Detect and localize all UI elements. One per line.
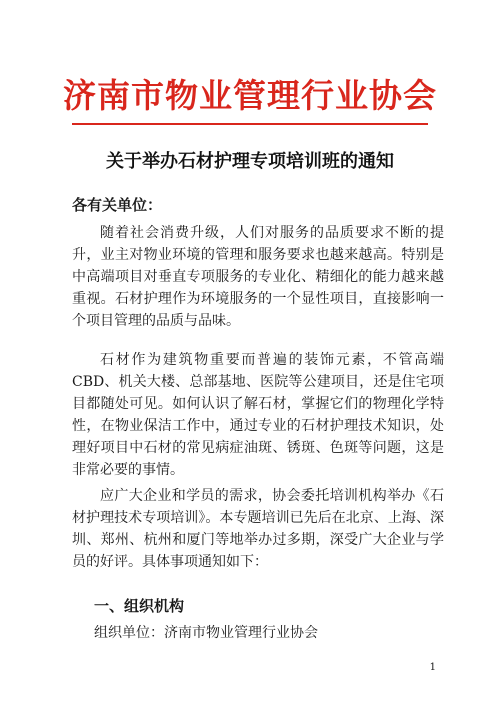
salutation: 各有关单位： (72, 196, 163, 214)
header-divider (72, 123, 428, 125)
body-paragraph-1: 随着社会消费升级，人们对服务的品质要求不断的提升，业主对物业环境的管理和服务要求也越来越高。特别是中高端项目对垂直专项服务的专业化、精细化的能力越来越重视。石材护理作为环境服务的一个显性项目，直接影响一个项目管理的品质与品味。 (72, 225, 444, 329)
notice-title: 关于举办石材护理专项培训班的通知 (106, 151, 394, 172)
organization-title: 济南市物业管理行业协会 (63, 76, 437, 115)
organizing-unit-line: 组织单位：济南市物业管理行业协会 (94, 625, 318, 641)
page-number: 1 (429, 662, 436, 673)
body-paragraph-3: 应广大企业和学员的需求，协会委托培训机构举办《石材护理技术专项培训》。本专题培训已先后在北京、上海、深圳、郑州、杭州和厦门等地举办过多期，深受广大企业与学员的好评。具体事项通知如下： (72, 488, 444, 570)
section-heading-organization: 一、组织机构 (94, 597, 185, 615)
body-paragraph-2: 石材作为建筑物重要而普遍的装饰元素，不管高端CBD、机关大楼、总部基地、医院等公建项目，还是住宅项目都随处可见。如何认识了解石材，掌握它们的物理化学特性，在物业保洁工作中，通过专业的石材护理技术知识，处理好项目中石材的常见病症油斑、锈斑、色斑等问题，这是非常必要的事情。 (72, 352, 444, 478)
